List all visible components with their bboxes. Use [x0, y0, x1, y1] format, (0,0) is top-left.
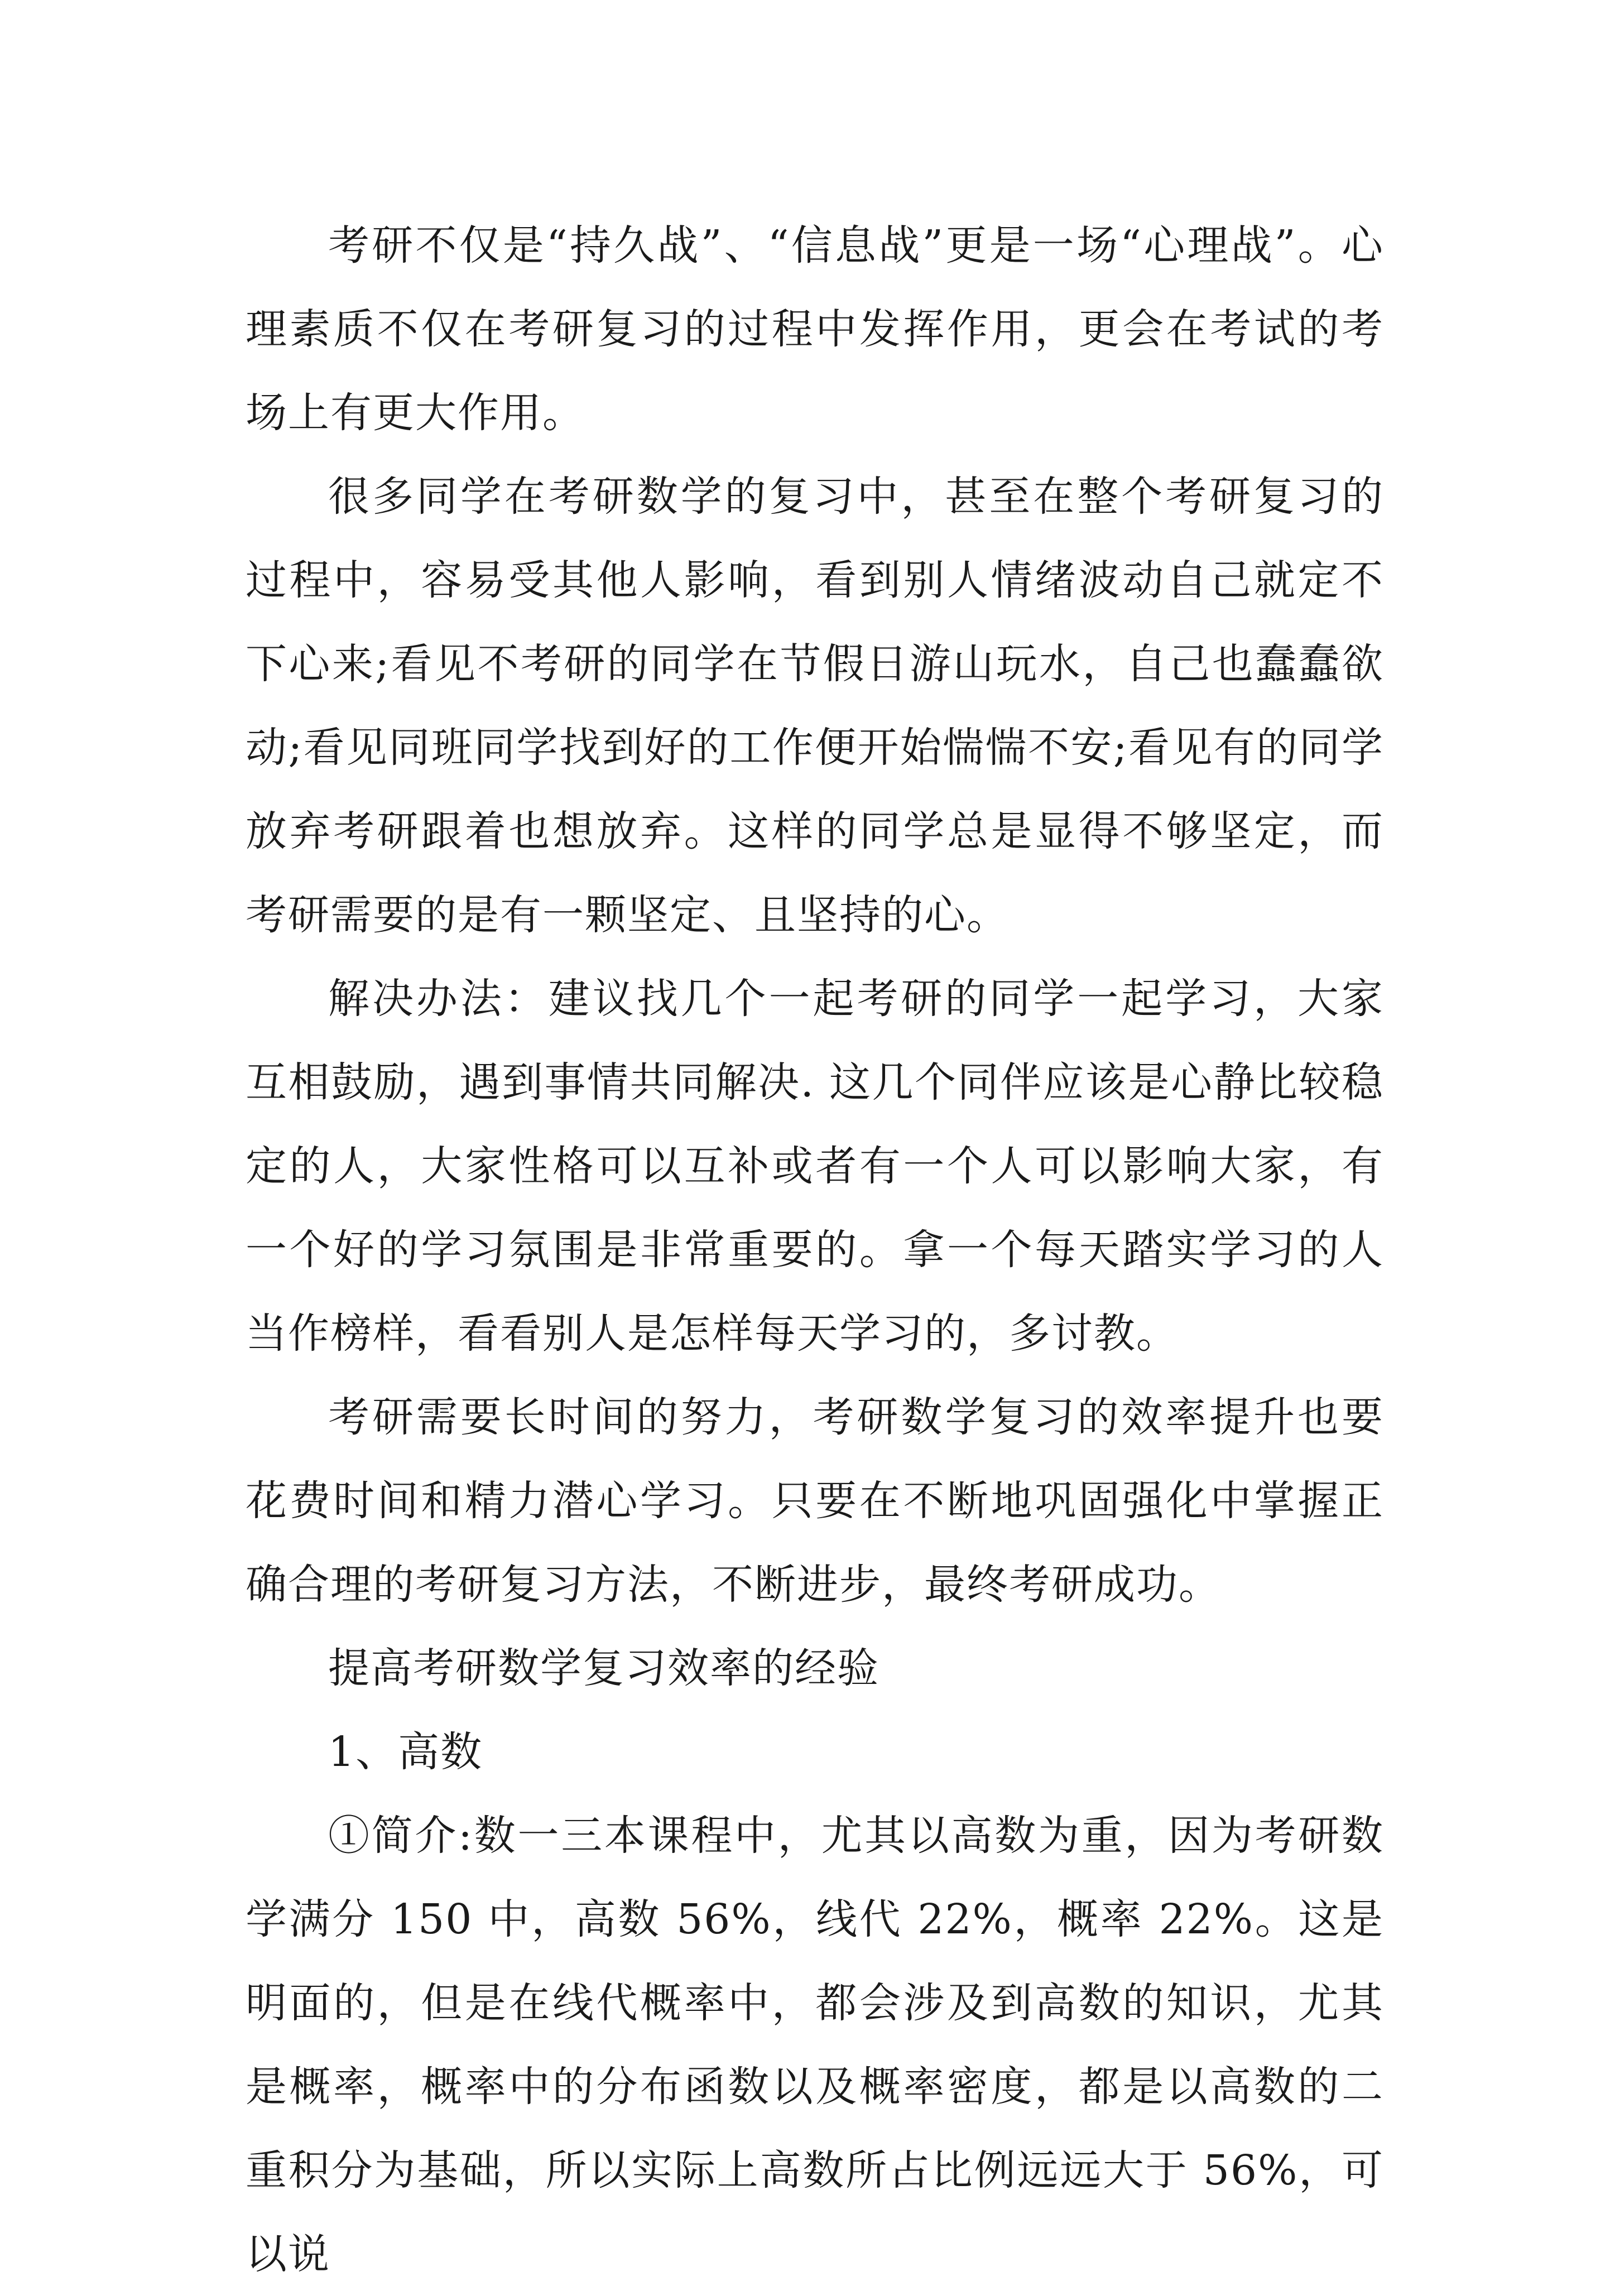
section-heading-experience: 提高考研数学复习效率的经验 [328, 1644, 879, 1692]
paragraph-influenced-by-others: 很多同学在考研数学的复习中，甚至在整个考研复习的过程中，容易受其他人影响，看到别人情绪波动自己就定不下心来;看见不考研的同学在节假日游山玩水，自己也蠢蠢欲动;看见同班同学找到好的工作便开始惴惴不安;看见有的同学放弃考研跟着也想放弃。这样的同学总是显得不够坚定，而考研需要的是有一颗坚定、且坚持的心。 [246, 473, 1384, 939]
paragraph-calculus-intro: ①简介:数一三本课程中，尤其以高数为重，因为考研数学满分 150 中，高数 56%，线代 22%，概率 22%。这是明面的，但是在线代概率中，都会涉及到高数的知识，尤其是概率，概率中的分布函数以及概率密度，都是以高数的二重积分为基础，所以实际上高数所占比例远远大于 56%，可以说 [246, 1812, 1384, 2278]
document-body [246, 204, 1384, 2296]
paragraph-long-term-effort: 考研需要长时间的努力，考研数学复习的效率提升也要花费时间和精力潜心学习。只要在不断地巩固强化中掌握正确合理的考研复习方法，不断进步，最终考研成功。 [246, 1393, 1384, 1609]
subsection-heading-calculus: 1、高数 [328, 1728, 483, 1776]
paragraph-psychology-war: 考研不仅是“持久战”、“信息战”更是一场“心理战”。心理素质不仅在考研复习的过程中发挥作用，更会在考试的考场上有更大作用。 [246, 222, 1384, 437]
paragraph-solution: 解决办法：建议找几个一起考研的同学一起学习，大家互相鼓励，遇到事情共同解决. 这几个同伴应该是心静比较稳定的人，大家性格可以互补或者有一个人可以影响大家，有一个好的学习氛围是非常重要的。拿一个每天踏实学习的人当作榜样，看看别人是怎样每天学习的，多讨教。 [246, 975, 1384, 1358]
